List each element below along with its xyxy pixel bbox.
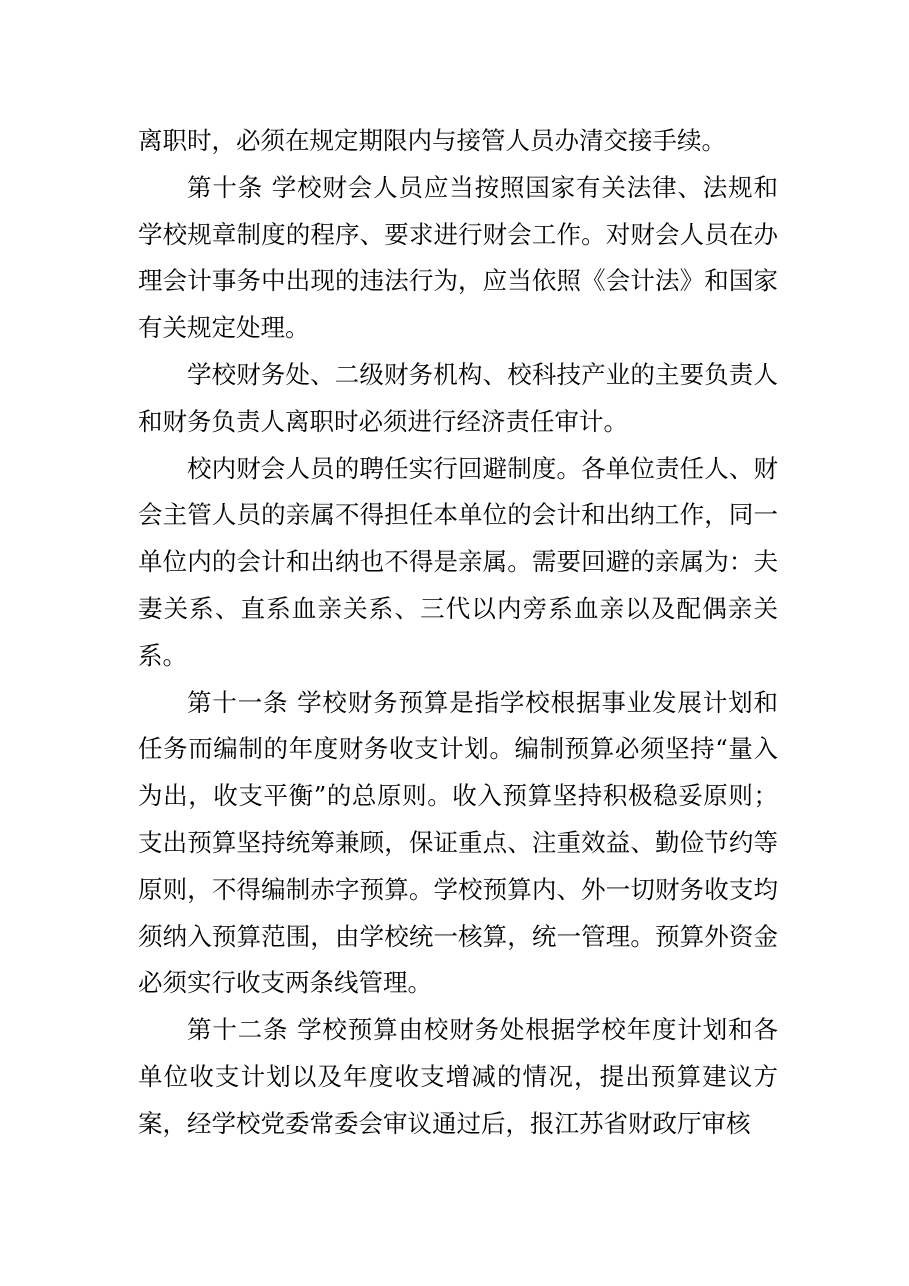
paragraph-audit: 学校财务处、二级财务机构、校科技产业的主要负责人和财务负责人离职时必须进行经济责任审计。 — [138, 359, 778, 436]
paragraph-handover: 离职时，必须在规定期限内与接管人员办清交接手续。 — [138, 126, 726, 155]
paragraph-article-12: 第十二条 学校预算由校财务处根据学校年度计划和各单位收支计划以及年度收支增减的情况，提出预算建议方案，经学校党委常委会审议通过后，报江苏省财政厅审核 — [138, 1015, 778, 1138]
paragraph-avoidance: 校内财会人员的聘任实行回避制度。各单位责任人、财会主管人员的亲属不得担任本单位的会计和出纳工作，同一单位内的会计和出纳也不得是亲属。需要回避的亲属为：夫妻关系、直系血亲关系、三代以内旁系血亲以及配偶亲关系。 — [138, 453, 778, 670]
paragraph-article-10: 第十条 学校财会人员应当按照国家有关法律、法规和学校规章制度的程序、要求进行财会工作。对财会人员在办理会计事务中出现的违法行为，应当依照《会计法》和国家有关规定处理。 — [138, 172, 778, 343]
paragraph-article-11: 第十一条 学校财务预算是指学校根据事业发展计划和任务而编制的年度财务收支计划。编制预算必须坚持“量入为出，收支平衡”的总原则。收入预算坚持积极稳妥原则；支出预算坚持统筹兼顾，保证重点、注重效益、勤俭节约等原则，不得编制赤字预算。学校预算内、外一切财务收支均须纳入预算范围，由学校统一核算，统一管理。预算外资金必须实行收支两条线管理。 — [138, 687, 778, 998]
document-body — [138, 118, 778, 1148]
